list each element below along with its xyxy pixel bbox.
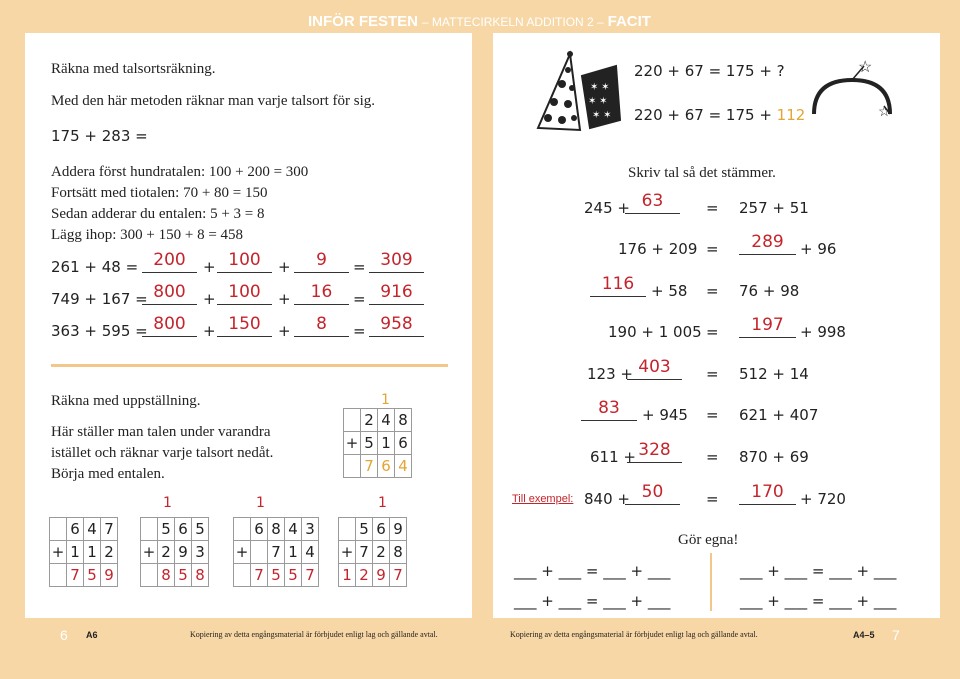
step-3: Sedan adderar du entalen: 5 + 3 = 8 xyxy=(51,206,265,222)
own-equation-4-text: ___ + ___ = ___ + ___ xyxy=(740,592,897,610)
decomp-row-2-blank-sum[interactable] xyxy=(369,304,424,305)
digit[interactable]: 7 xyxy=(390,564,407,587)
horseshoe-illustration xyxy=(808,58,904,124)
digit: 7 xyxy=(268,541,285,564)
balance-line-2-text: 220 + 67 = 175 + xyxy=(634,106,777,124)
code-left: A6 xyxy=(86,630,98,640)
equation-3-blank[interactable] xyxy=(590,296,646,297)
digit: 4 xyxy=(84,518,101,541)
equation-5-blank[interactable] xyxy=(627,379,682,380)
header-facit: FACIT xyxy=(607,13,651,30)
example-blank-1[interactable] xyxy=(625,504,680,505)
header-subtitle: – MATTECIRKELN ADDITION 2 – xyxy=(421,15,604,29)
svg-text:✶ ✶: ✶ ✶ xyxy=(590,82,610,93)
copyright-right: Kopiering av detta engångsmaterial är förbjudet enligt lag och gällande avtal. xyxy=(510,630,758,639)
digit: 8 xyxy=(395,409,412,432)
digit[interactable]: 5 xyxy=(285,564,302,587)
decomp-row-3-answer-2: 150 xyxy=(228,314,261,334)
digit: 4 xyxy=(395,455,412,478)
equation-2-answer: 289 xyxy=(751,232,784,252)
digit[interactable]: 5 xyxy=(268,564,285,587)
equation-2-right: + 96 xyxy=(800,240,837,258)
example-answer-2: 170 xyxy=(751,482,784,502)
equation-3-left: + 58 xyxy=(651,282,688,300)
digit: 1 xyxy=(378,432,395,455)
equation-7-right: 870 + 69 xyxy=(739,448,809,466)
digit: 2 xyxy=(361,409,378,432)
digit: 1 xyxy=(84,541,101,564)
equals-sign: = xyxy=(706,240,719,258)
decomp-row-2-expr: 749 + 167 = xyxy=(51,290,148,308)
header-title: INFÖR FESTEN xyxy=(308,13,419,30)
plus-sign: + xyxy=(203,290,216,308)
equation-6-answer: 83 xyxy=(598,398,620,418)
page-number-left: 6 xyxy=(60,627,68,643)
equation-6-left: + 945 xyxy=(642,406,688,424)
equation-5-answer: 403 xyxy=(638,357,671,377)
digit[interactable]: 8 xyxy=(192,564,209,587)
own-equation-4[interactable] xyxy=(740,592,896,610)
step-4: Lägg ihop: 300 + 150 + 8 = 458 xyxy=(51,227,244,243)
digit[interactable]: 7 xyxy=(302,564,319,587)
decomp-row-3-answer-1: 800 xyxy=(153,314,186,334)
svg-text:☆: ☆ xyxy=(878,103,891,119)
example-answer-1: 50 xyxy=(641,482,664,502)
own-equation-1[interactable] xyxy=(514,562,670,580)
digit: 7 xyxy=(361,455,378,478)
intro-line-3: Börja med entalen. xyxy=(51,466,165,482)
digit: 6 xyxy=(67,518,84,541)
digit: 1 xyxy=(285,541,302,564)
digit: 9 xyxy=(390,518,407,541)
digit: 2 xyxy=(373,541,390,564)
example-blank-2[interactable] xyxy=(739,504,796,505)
digit: 5 xyxy=(192,518,209,541)
own-equation-3[interactable] xyxy=(514,592,670,610)
svg-text:☆: ☆ xyxy=(858,59,873,76)
grid-4-carry: 1 xyxy=(378,495,387,511)
equation-2-blank[interactable] xyxy=(739,254,796,255)
balance-line-2-answer: 112 xyxy=(776,106,806,124)
equals-sign: = xyxy=(353,258,366,276)
decomp-row-2-blank-1[interactable] xyxy=(142,304,197,305)
equals-sign: = xyxy=(353,322,366,340)
digit xyxy=(251,541,268,564)
digit: 6 xyxy=(251,518,268,541)
digit: 6 xyxy=(373,518,390,541)
example-left: 840 + xyxy=(584,490,630,508)
equation-7-left: 611 + xyxy=(590,448,636,466)
digit: 2 xyxy=(158,541,175,564)
decomp-row-1-answer-2: 100 xyxy=(228,250,261,270)
grid-3-carry: 1 xyxy=(256,495,265,511)
plus-sign: + xyxy=(278,290,291,308)
heading-skriv-tal: Skriv tal så det stämmer. xyxy=(628,165,776,181)
digit[interactable]: 5 xyxy=(175,564,192,587)
digit: 5 xyxy=(361,432,378,455)
balance-line-1: 220 + 67 = 175 + ? xyxy=(634,62,785,80)
decomp-row-1-answer-3: 9 xyxy=(316,250,327,270)
decomp-row-1-expr: 261 + 48 = xyxy=(51,258,139,276)
plus-sign: + xyxy=(50,541,67,564)
decomp-row-1-answer-1: 200 xyxy=(153,250,186,270)
own-equation-1-text: ___ + ___ = ___ + ___ xyxy=(514,562,671,580)
equation-1-right: 257 + 51 xyxy=(739,199,809,217)
digit: 6 xyxy=(175,518,192,541)
equation-7-blank[interactable] xyxy=(627,462,682,463)
intro-line-2: istället och räknar varje talsort nedåt. xyxy=(51,445,274,461)
equals-sign: = xyxy=(706,490,719,508)
party-hats-illustration xyxy=(530,48,626,144)
exercise-grid-3 xyxy=(233,517,319,587)
decomp-row-1-blank-sum[interactable] xyxy=(369,272,424,273)
example-grid xyxy=(343,408,412,478)
svg-text:✶ ✶: ✶ ✶ xyxy=(588,96,608,107)
copyright-left: Kopiering av detta engångsmaterial är förbjudet enligt lag och gällande avtal. xyxy=(190,630,438,639)
plus-sign: + xyxy=(203,322,216,340)
plus-sign: + xyxy=(344,432,361,455)
heading-talsort: Räkna med talsortsräkning. xyxy=(51,61,216,77)
equation-1-blank[interactable] xyxy=(625,213,680,214)
own-equation-2-text: ___ + ___ = ___ + ___ xyxy=(740,562,897,580)
decomp-row-2-answer-2: 100 xyxy=(228,282,261,302)
digit: 9 xyxy=(175,541,192,564)
equation-2-left: 176 + 209 xyxy=(618,240,698,258)
digit: 2 xyxy=(101,541,118,564)
digit[interactable]: 1 xyxy=(339,564,356,587)
decomp-row-2-answer-3: 16 xyxy=(310,282,333,302)
step-2: Fortsätt med tiotalen: 70 + 80 = 150 xyxy=(51,185,268,201)
digit: 8 xyxy=(390,541,407,564)
equation-3-right: 76 + 98 xyxy=(739,282,800,300)
equals-sign: = xyxy=(706,199,719,217)
equation-6-blank[interactable] xyxy=(581,420,637,421)
balance-line-2 xyxy=(634,106,805,124)
heading-uppstallning: Räkna med uppställning. xyxy=(51,393,201,409)
decomp-row-3-blank-sum[interactable] xyxy=(369,336,424,337)
section-divider xyxy=(51,364,448,367)
example-problem: 175 + 283 = xyxy=(51,127,148,145)
decomp-row-2-blank-3[interactable] xyxy=(294,304,349,305)
digit: 1 xyxy=(67,541,84,564)
equals-sign: = xyxy=(353,290,366,308)
intro-talsort: Med den här metoden räknar man varje talsort för sig. xyxy=(51,93,376,109)
equals-sign: = xyxy=(706,406,719,424)
digit: 7 xyxy=(356,541,373,564)
equals-sign: = xyxy=(706,323,719,341)
own-equation-2[interactable] xyxy=(740,562,896,580)
digit[interactable]: 5 xyxy=(84,564,101,587)
digit[interactable]: 2 xyxy=(356,564,373,587)
example-label: Till exempel: xyxy=(512,493,574,505)
decomp-row-3-blank-1[interactable] xyxy=(142,336,197,337)
decomp-row-3-blank-2[interactable] xyxy=(217,336,272,337)
exercise-grid-4 xyxy=(338,517,407,587)
plus-sign: + xyxy=(234,541,251,564)
example-right: + 720 xyxy=(800,490,846,508)
digit[interactable]: 7 xyxy=(67,564,84,587)
digit: 8 xyxy=(268,518,285,541)
page-number-right: 7 xyxy=(892,627,900,643)
equals-sign: = xyxy=(706,448,719,466)
decomp-row-2-answer-sum: 916 xyxy=(380,282,413,302)
page-header xyxy=(308,13,651,30)
exercise-grid-2 xyxy=(140,517,209,587)
equals-sign: = xyxy=(706,365,719,383)
decomp-row-1-blank-2[interactable] xyxy=(217,272,272,273)
example-carry: 1 xyxy=(381,392,390,408)
digit[interactable]: 9 xyxy=(373,564,390,587)
decomp-row-3-answer-3: 8 xyxy=(316,314,327,334)
digit: 4 xyxy=(285,518,302,541)
digit[interactable]: 9 xyxy=(101,564,118,587)
exercise-grid-1 xyxy=(49,517,118,587)
digit: 4 xyxy=(302,541,319,564)
digit: 5 xyxy=(158,518,175,541)
plus-sign: + xyxy=(141,541,158,564)
equation-5-right: 512 + 14 xyxy=(739,365,809,383)
equation-6-right: 621 + 407 xyxy=(739,406,819,424)
step-1: Addera först hundratalen: 100 + 200 = 300 xyxy=(51,164,309,180)
digit: 3 xyxy=(302,518,319,541)
decomp-row-1-answer-sum: 309 xyxy=(380,250,413,270)
equation-4-right: + 998 xyxy=(800,323,846,341)
decomp-row-2-answer-1: 800 xyxy=(153,282,186,302)
plus-sign: + xyxy=(278,322,291,340)
equation-4-blank[interactable] xyxy=(739,337,796,338)
digit: 4 xyxy=(378,409,395,432)
decomp-row-3-expr: 363 + 595 = xyxy=(51,322,148,340)
plus-sign: + xyxy=(203,258,216,276)
decomp-row-3-answer-sum: 958 xyxy=(380,314,413,334)
digit: 7 xyxy=(101,518,118,541)
heading-gor-egna: Gör egna! xyxy=(678,532,739,548)
decomp-row-3-blank-3[interactable] xyxy=(294,336,349,337)
digit: 5 xyxy=(356,518,373,541)
equation-5-left: 123 + xyxy=(587,365,633,383)
grid-2-carry: 1 xyxy=(163,495,172,511)
digit: 3 xyxy=(192,541,209,564)
digit[interactable]: 8 xyxy=(158,564,175,587)
equation-7-answer: 328 xyxy=(638,440,671,460)
decomp-row-1-blank-1[interactable] xyxy=(142,272,197,273)
intro-line-1: Här ställer man talen under varandra xyxy=(51,424,271,440)
decomp-row-1-blank-3[interactable] xyxy=(294,272,349,273)
equation-1-answer: 63 xyxy=(641,191,664,211)
own-equation-3-text: ___ + ___ = ___ + ___ xyxy=(514,592,671,610)
equation-3-answer: 116 xyxy=(601,274,635,294)
digit: 6 xyxy=(378,455,395,478)
own-divider xyxy=(710,553,712,611)
digit: 6 xyxy=(395,432,412,455)
svg-text:✶ ✶: ✶ ✶ xyxy=(592,110,612,121)
equation-1-left: 245 + xyxy=(584,199,630,217)
plus-sign: + xyxy=(278,258,291,276)
digit[interactable]: 7 xyxy=(251,564,268,587)
equation-4-left: 190 + 1 005 xyxy=(608,323,702,341)
decomp-row-2-blank-2[interactable] xyxy=(217,304,272,305)
code-right: A4–5 xyxy=(853,630,875,640)
plus-sign: + xyxy=(339,541,356,564)
equals-sign: = xyxy=(706,282,719,300)
equation-4-answer: 197 xyxy=(751,315,784,335)
